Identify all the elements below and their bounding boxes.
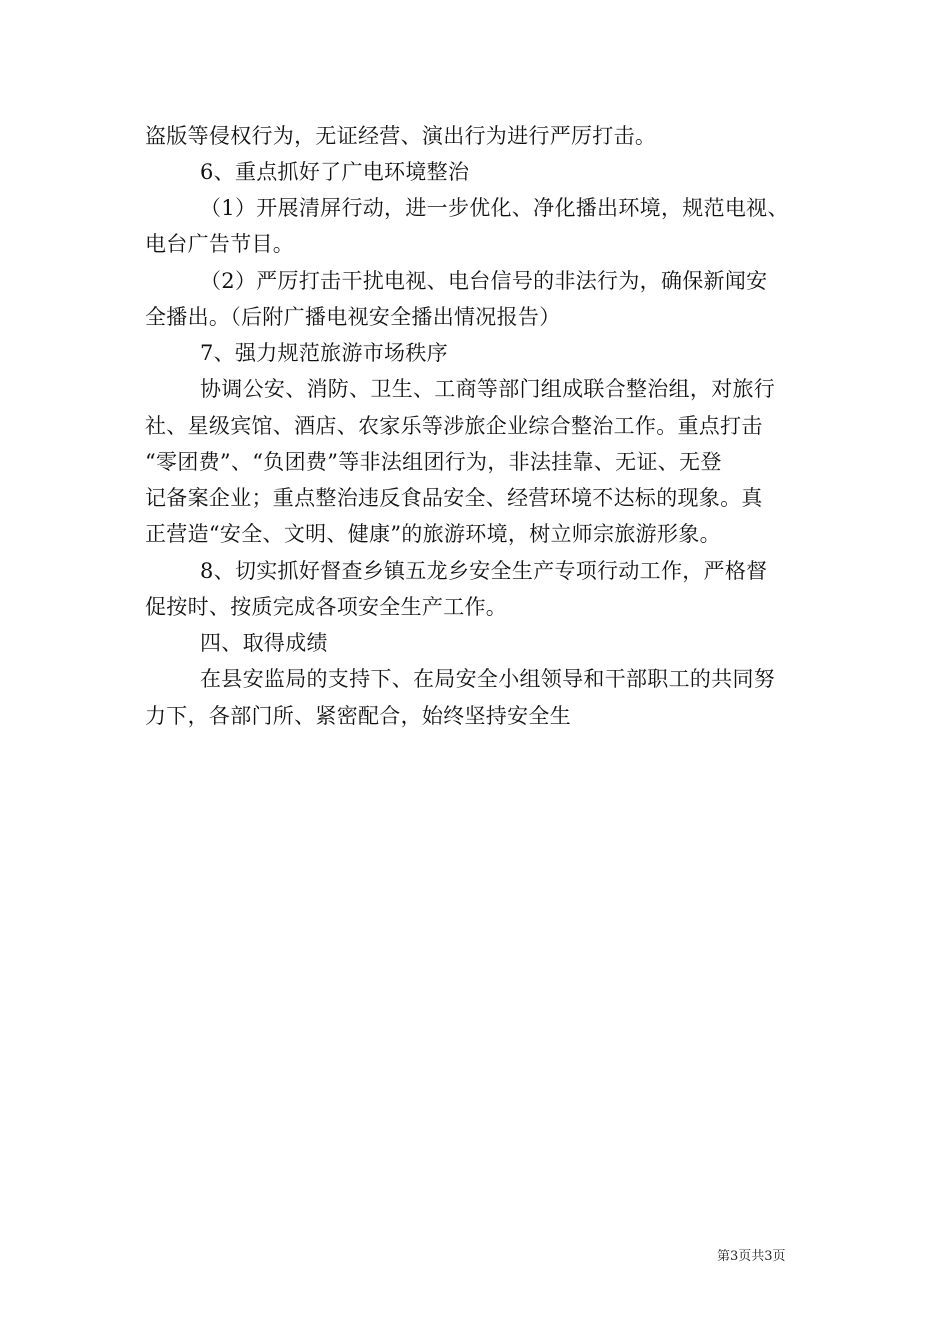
paragraph-line: （2）严厉打击干扰电视、电台信号的非法行为，确保新闻安 (200, 269, 768, 293)
paragraph-line: 全播出。（后附广播电视安全播出情况报告） (145, 305, 561, 329)
paragraph-line: 社、星级宾馆、酒店、农家乐等涉旅企业综合整治工作。重点打击 (145, 414, 763, 438)
paragraph-line: 在县安监局的支持下、在局安全小组领导和干部职工的共同努 (200, 667, 776, 691)
section-heading: 6、重点抓好了广电环境整治 (200, 160, 470, 184)
paragraph-line: 电台广告节目。 (145, 232, 295, 256)
section-heading: 7、强力规范旅游市场秩序 (200, 341, 448, 365)
paragraph-line: 8、切实抓好督查乡镇五龙乡安全生产专项行动工作，严格督 (200, 559, 768, 583)
paragraph-line: 协调公安、消防、卫生、工商等部门组成联合整治组，对旅行 (200, 377, 776, 401)
paragraph-line: 力下，各部门所、紧密配合，始终坚持安全生 (145, 704, 571, 728)
page-number: 第3页共3页 (717, 1249, 786, 1264)
paragraph-line: 盗版等侵权行为，无证经营、演出行为进行严厉打击。 (145, 124, 657, 148)
paragraph-line: “零团费”、“负团费”等非法组团行为，非法挂靠、无证、无登 (145, 450, 722, 474)
paragraph-line: （1）开展清屏行动，进一步优化、净化播出环境，规范电视、 (200, 196, 789, 220)
paragraph-line: 促按时、按质完成各项安全生产工作。 (145, 595, 508, 619)
paragraph-line: 记备案企业；重点整治违反食品安全、经营环境不达标的现象。真 (145, 486, 763, 510)
paragraph-line: 正营造“安全、文明、健康”的旅游环境，树立师宗旅游形象。 (145, 522, 721, 546)
section-heading: 四、取得成绩 (200, 631, 328, 655)
